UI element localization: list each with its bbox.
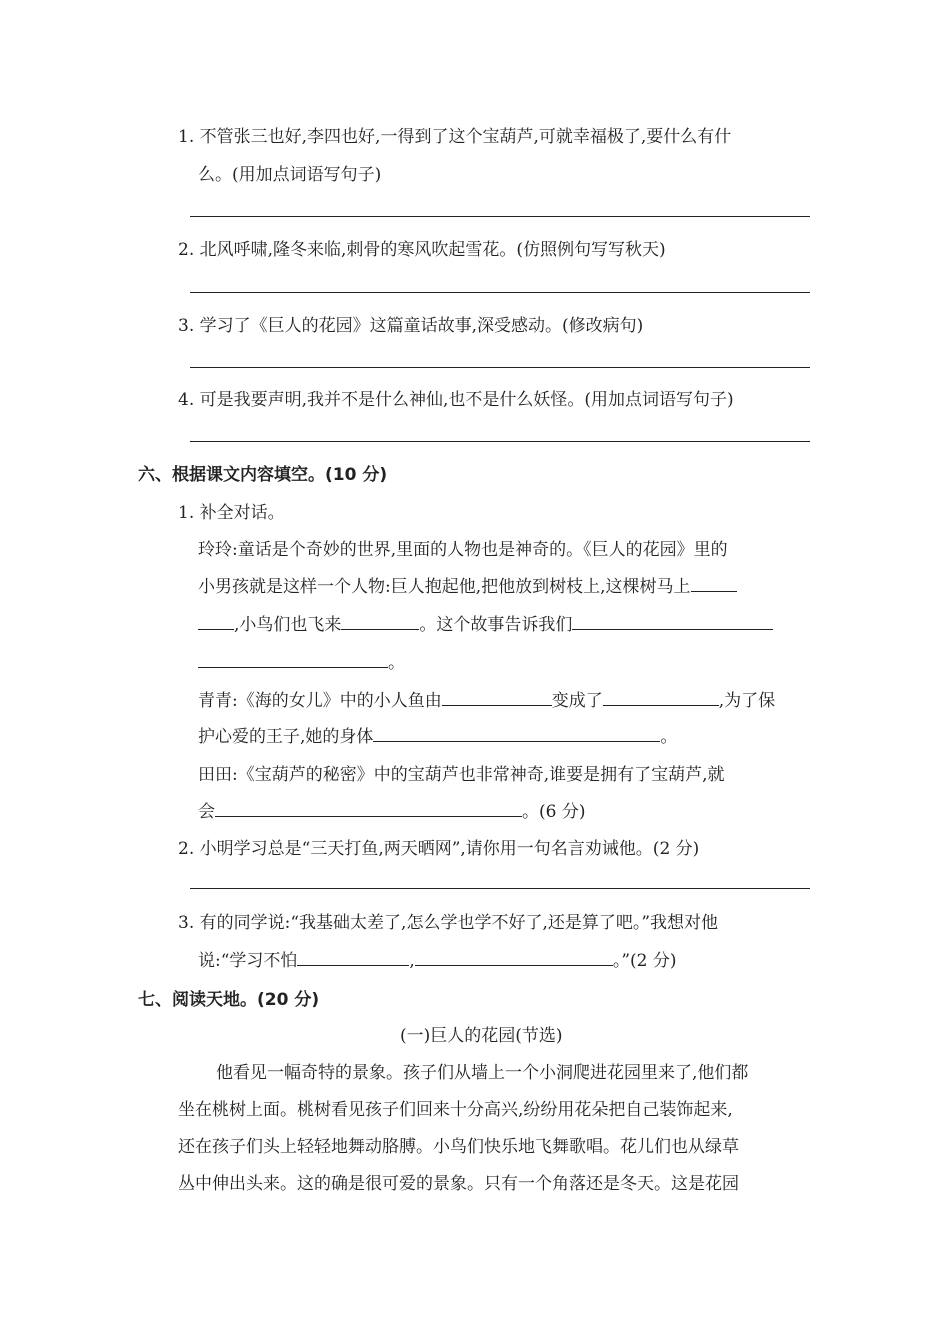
q5-3: 3. 学习了《巨人的花园》这篇童话故事,深受感动。(修改病句) [178,316,644,336]
passage-line1: 他看见一幅奇特的景象。孩子们从墙上一个小洞爬进花园里来了,他们都 [216,1063,749,1083]
q5-2: 2. 北风呼啸,隆冬来临,刺骨的寒风吹起雪花。(仿照例句写写秋天) [178,240,666,260]
dialog1-line4: 。 [198,648,405,673]
dialog2-line2: 护心爱的王子,她的身体 。 [198,722,677,747]
dialog1-line1: 玲玲:童话是个奇妙的世界,里面的人物也是神奇的。《巨人的花园》里的 [198,540,728,560]
passage-title: (一)巨人的花园(节选) [400,1026,563,1046]
dialog3-line1: 田田:《宝葫芦的秘密》中的宝葫芦也非常神奇,谁要是拥有了宝葫芦,就 [198,765,725,785]
blank[interactable] [198,612,234,630]
blank[interactable] [442,688,552,706]
blank[interactable] [691,574,737,592]
q5-4: 4. 可是我要声明,我并不是什么神仙,也不是什么妖怪。(用加点词语写句子) [178,390,734,410]
blank[interactable] [215,799,522,817]
answer-line-q6-2[interactable] [190,888,810,889]
q5-1-line1: 1. 不管张三也好,李四也好,一得到了这个宝葫芦,可就幸福极了,要什么有什 [178,127,732,147]
q5-1-line2: 么。(用加点词语写句子) [198,165,382,185]
passage-line2: 坐在桃树上面。桃树看见孩子们回来十分高兴,纷纷用花朵把自己装饰起来, [178,1100,733,1120]
passage-line3: 还在孩子们头上轻轻地舞动胳膊。小鸟们快乐地飞舞歌唱。花儿们也从绿草 [178,1137,739,1157]
dialog3-line2: 会 。(6 分) [198,797,585,822]
blank[interactable] [415,948,613,966]
passage-line4: 丛中伸出头来。这的确是很可爱的景象。只有一个角落还是冬天。这是花园 [178,1174,739,1194]
q6-1: 1. 补全对话。 [178,503,285,523]
blank[interactable] [297,948,409,966]
answer-line-q5-2[interactable] [190,292,810,293]
dialog1-line2: 小男孩就是这样一个人物:巨人抱起他,把他放到树枝上,这棵树马上 [198,572,737,597]
section7-heading: 七、阅读天地。(20 分) [138,990,320,1010]
blank[interactable] [603,688,719,706]
dialog1-line3: ,小鸟们也飞来 。这个故事告诉我们 [198,610,773,635]
answer-line-q5-4[interactable] [190,441,810,442]
section6-heading: 六、根据课文内容填空。(10 分) [138,465,388,485]
answer-line-q5-3[interactable] [190,367,810,368]
q6-2: 2. 小明学习总是“三天打鱼,两天晒网”,请你用一句名言劝诫他。(2 分) [178,839,700,859]
blank[interactable] [341,612,419,630]
blank[interactable] [572,612,773,630]
answer-line-q5-1[interactable] [190,216,810,217]
q6-3-line1: 3. 有的同学说:“我基础太差了,怎么学也学不好了,还是算了吧。”我想对他 [178,913,719,933]
blank[interactable] [198,650,388,668]
q6-3-line2: 说:“学习不怕 , 。”(2 分) [198,946,677,971]
blank[interactable] [373,724,660,742]
dialog2-line1: 青青:《海的女儿》中的小人鱼由 变成了 ,为了保 [198,686,775,711]
